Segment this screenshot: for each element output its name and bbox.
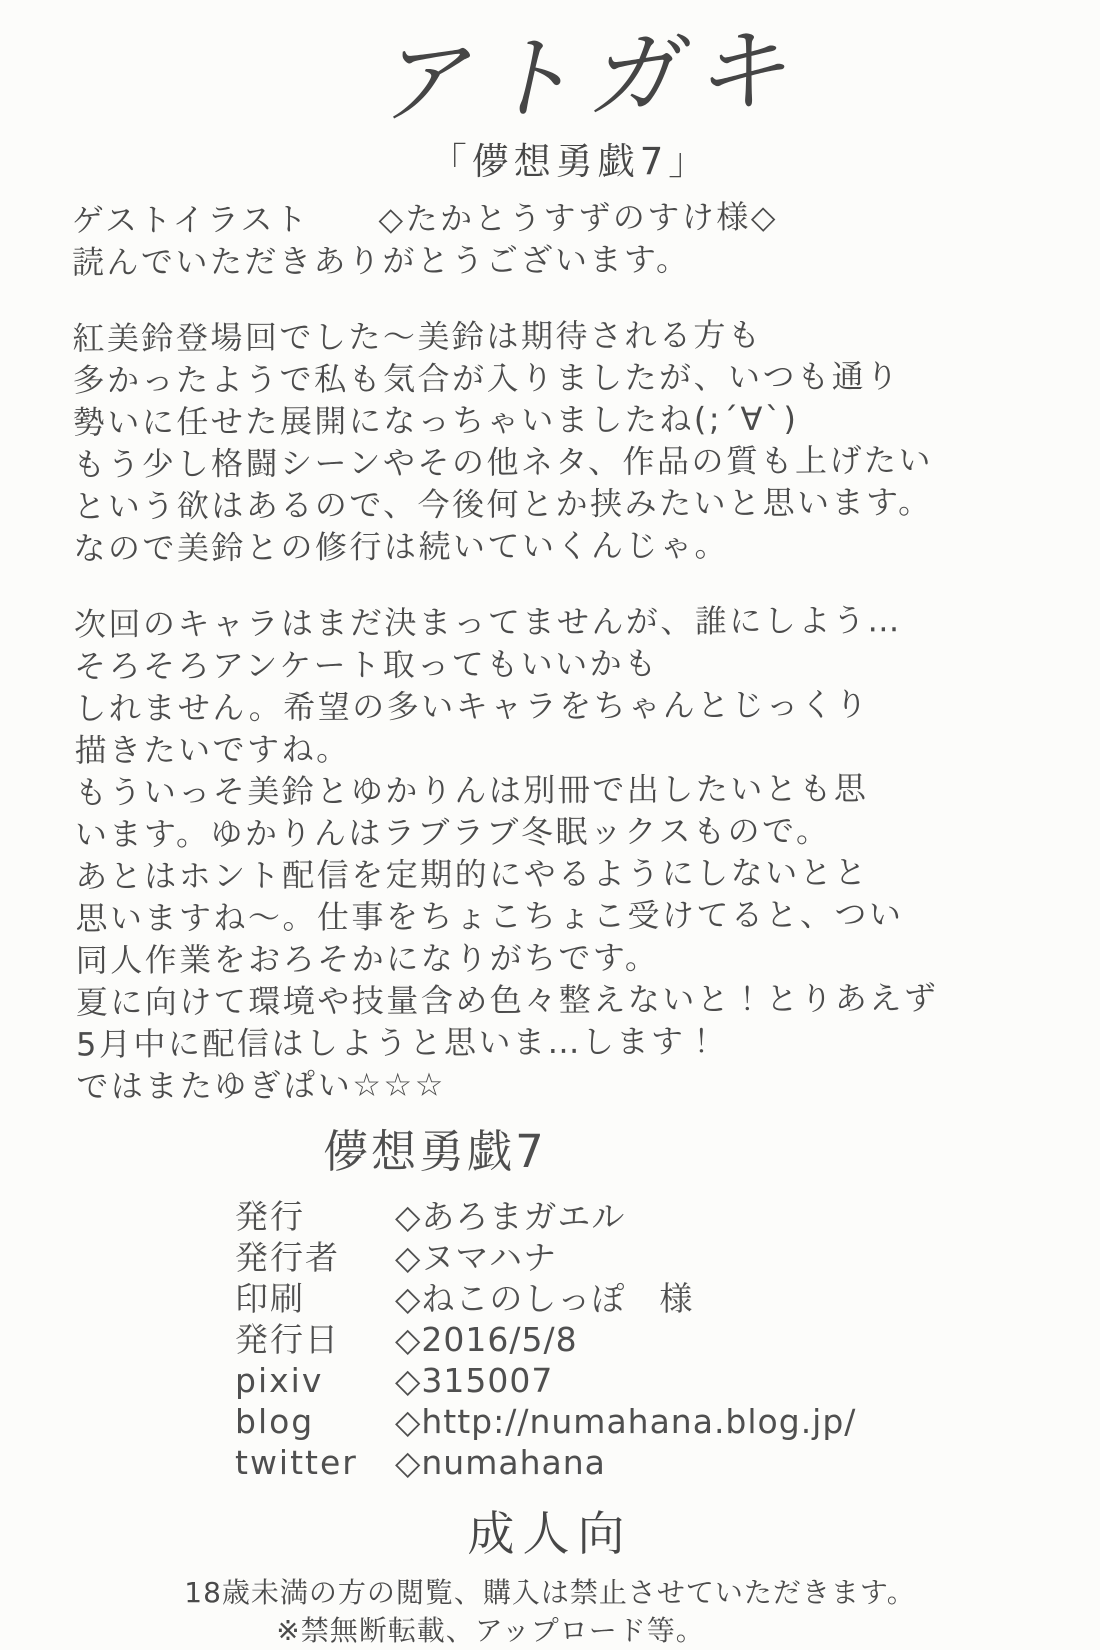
colophon-row-publisher [235, 1196, 1100, 1237]
afterword-line: しれません。希望の多いキャラをちゃんとじっくり [74, 685, 870, 728]
afterword-line: 多かったようで私も気合が入りましたが、いつも通り [72, 357, 901, 400]
colophon-label: blog [235, 1402, 315, 1442]
afterword-line: 紅美鈴登場回でした～美鈴は期待される方も [72, 316, 763, 358]
colophon-row-blog [235, 1401, 1100, 1442]
colophon [0, 1115, 1100, 1483]
colophon-row-pixiv [235, 1360, 1100, 1401]
afterword-line: なので美鈴との修行は続いていくんじゃ。 [73, 526, 730, 568]
colophon-value: ◇315007 [395, 1361, 554, 1401]
afterword-line: という欲はあるので、今後何とか挟みたいと思います。 [73, 483, 933, 526]
afterword-line: あとはホント配信を定期的にやるようにしないとと [75, 853, 869, 896]
afterword-line: 読んでいただきありがとうございます。 [71, 240, 691, 282]
warning-age-restriction: 18歳未満の方の閲覧、購入は禁止させていただきます。 [184, 1576, 916, 1610]
afterword-line: 勢いに任せた展開になっちゃいましたね(;´∀`) [72, 399, 799, 442]
colophon-book-title: 儚想勇戯7 [323, 1125, 547, 1179]
afterword-line: そろそろアンケート取ってもいいかも [74, 644, 659, 686]
colophon-label: twitter [235, 1443, 358, 1483]
afterword-text [0, 182, 1100, 1108]
afterword-line: ではまたゆぎぱい☆☆☆ [76, 1065, 446, 1106]
afterword-paragraph-3 [74, 599, 1043, 1108]
afterword-line: もういっそ美鈴とゆかりんは別冊で出したいとも思 [74, 769, 869, 812]
afterword-line: 5月中に配信はしようと思いま…します！ [75, 1022, 721, 1064]
afterword-paragraph-1 [72, 195, 1038, 284]
colophon-row-author [235, 1237, 1100, 1278]
colophon-label: 発行者 [235, 1238, 340, 1278]
colophon-value: ◇ヌマハナ [395, 1238, 558, 1278]
colophon-value: ◇ねこのしっぽ 様 [395, 1279, 694, 1319]
colophon-value: ◇numahana [395, 1443, 606, 1483]
colophon-label: 発行 [235, 1197, 305, 1237]
colophon-label: pixiv [235, 1361, 324, 1401]
afterword-line: 描きたいですね。 [74, 730, 351, 770]
afterword-page [0, 15, 1100, 1648]
afterword-line: います。ゆかりんはラブラブ冬眠ックスもので。 [74, 811, 831, 854]
colophon-row-printer [235, 1278, 1100, 1319]
afterword-line: もう少し格闘シーンやその他ネタ、作品の質も上げたい [72, 441, 934, 484]
book-subtitle: 「儚想勇戯7」 [429, 140, 711, 184]
colophon-row-date [235, 1319, 1100, 1360]
colophon-value: ◇2016/5/8 [395, 1320, 578, 1360]
colophon-value: ◇http://numahana.blog.jp/ [395, 1402, 857, 1442]
colophon-rows [235, 1196, 1100, 1483]
afterword-line: 思いますね～。仕事をちょこちょこ受けてると、つい [75, 895, 904, 938]
afterword-paragraph-2 [72, 313, 1039, 570]
colophon-label: 発行日 [235, 1320, 340, 1360]
afterword-line: ゲストイラスト ◇たかとうすずのすけ様◇ [71, 197, 779, 240]
warning-no-reupload: ※禁無断転載、アップロード等。 [276, 1614, 705, 1648]
warnings [184, 1574, 915, 1650]
afterword-line: 夏に向けて環境や技量含め色々整えないと！とりあえず [75, 979, 939, 1022]
colophon-label: 印刷 [235, 1279, 305, 1319]
afterword-line: 次回のキャラはまだ決まってませんが、誰にしよう… [73, 601, 902, 644]
adult-rating-label: 成人向 [467, 1507, 633, 1563]
colophon-value: ◇あろまガエル [395, 1197, 626, 1237]
page-title: アトガキ [371, 15, 819, 138]
afterword-line: 同人作業をおろそかになりがちです。 [75, 938, 660, 980]
colophon-row-twitter [235, 1442, 1100, 1483]
